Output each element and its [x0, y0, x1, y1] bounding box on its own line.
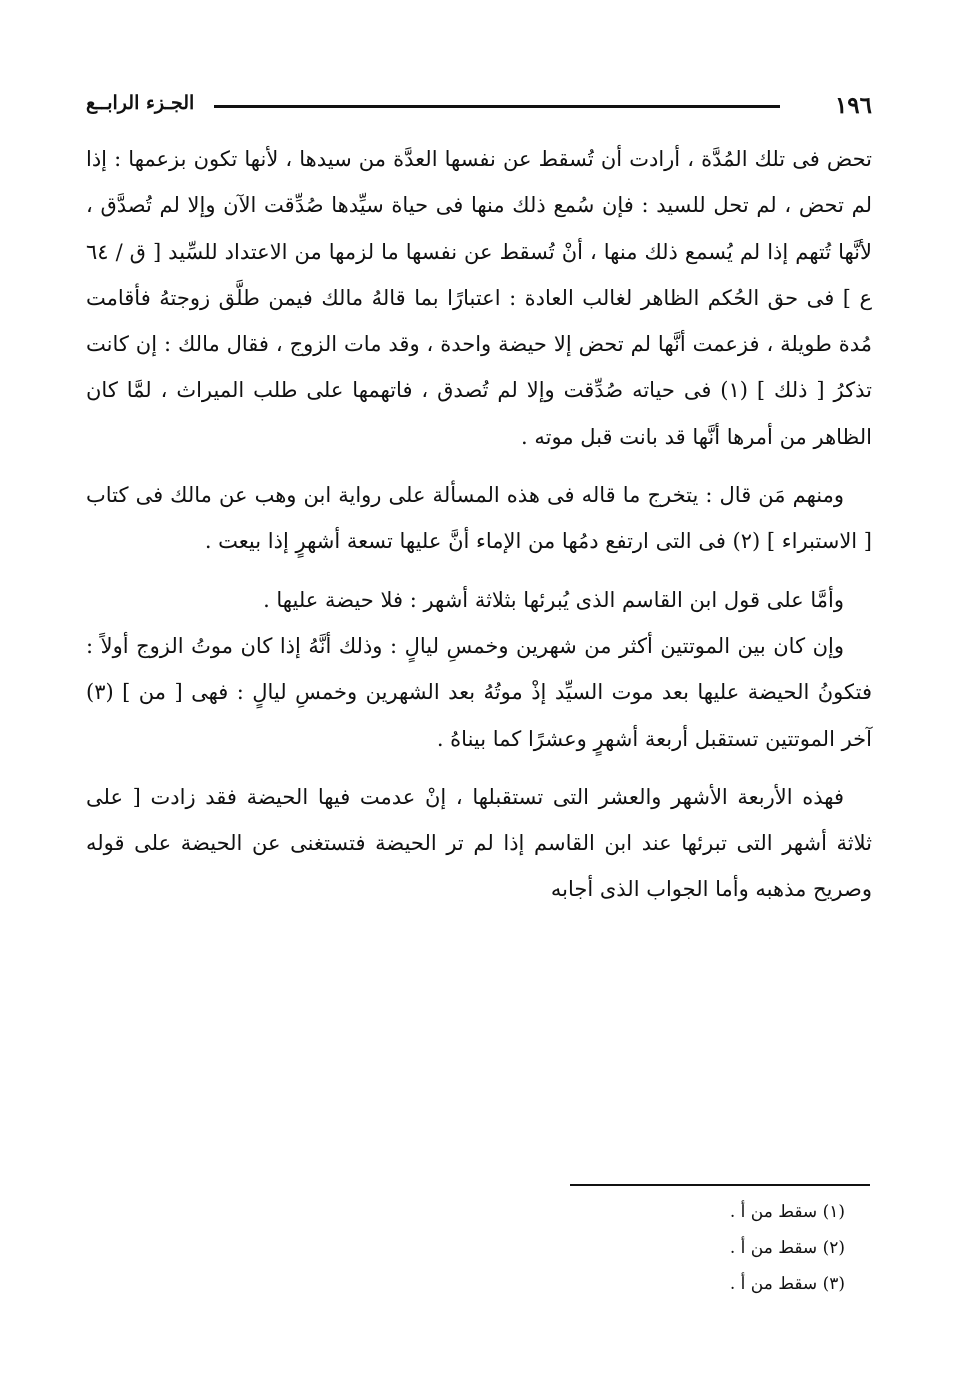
- running-title: الجـزء الرابــع: [86, 92, 195, 114]
- page-header: [86, 92, 872, 122]
- page-number: ١٩٦: [834, 92, 872, 119]
- footnote-1: (١) سقط من أ .: [729, 1202, 845, 1222]
- footnotes: [570, 1194, 845, 1302]
- footnote-rule: [570, 1184, 870, 1186]
- footnote-3: (٣) سقط من أ .: [729, 1274, 845, 1294]
- footnote-2: (٢) سقط من أ .: [729, 1238, 845, 1258]
- paragraph-3: وأمَّا على قول ابن القاسم الذى يُبرئها بثلاثة أشهر : فلا حيضة عليها .: [263, 587, 844, 612]
- main-text: [86, 136, 872, 913]
- paragraph-5: فهذه الأربعة الأشهر والعشر التى تستقبلها ، إنْ عدمت فيها الحيضة فقد زادت [ على ثلاثة أشهر التى تبرئها عند ابن القاسم إذا لم تر الحيضة فتستغنى عن الحيضة على قوله وصريح مذهبه وأما الجواب الذى أجابه: [86, 784, 872, 902]
- header-rule: [214, 105, 780, 108]
- paragraph-1: تحض فى تلك المُدَّة ، أرادت أن تُسقط عن نفسها العدَّة من سيدها ، لأنها تكون بزعمها : إذا لم تحض ، لم تحل للسيد : فإن سُمع ذلك منها فى حياة سيِّدها صُدِّقت الآن وإلا لم تُصدَّق ، لأنَّها تُتهم إذا لم يُسمع ذلك منها ، أنْ تُسقط عن نفسها ما لزمها من الاعتداد للسِّيد [ ق / ٦٤ ع ] فى حق الحُكم الظاهر لغالب العادة : اعتبارًا بما قالهُ مالك فيمن طلَّق زوجتهُ فأقامت مُدة طويلة ، فزعمت أنَّها لم تحض إلا حيضة واحدة ، وقد مات الزوج ، فقال مالك : إن كانت تذكرُ [ ذلك ] (١) فى حياته صُدِّقت وإلا لم تُصدق ، فاتهمها على طلب الميراث ، لمَّا كان الظاهر من أمرها أنَّها قد بانت قبل موته .: [86, 147, 872, 449]
- paragraph-4: وإن كان بين الموتتين أكثر من شهرين وخمسِ ليالٍ : وذلك أنَّهُ إذا كان موتُ الزوج أولاً : فتكونُ الحيضة عليها بعد موت السيِّد إذْ موتُهُ بعد الشهرين وخمسِ ليالٍ : فهى [ من ] (٣) آخر الموتتين تستقبل أربعة أشهرٍ وعشرًا كما بيناهُ .: [86, 633, 872, 751]
- paragraph-2: ومنهم مَن قال : يتخرج ما قاله فى هذه المسألة على رواية ابن وهب عن مالك فى كتاب [ الاستبراء ] (٢) فى التى ارتفع دمُها من الإماء أنَّ عليها تسعة أشهرٍ إذا بيعت .: [86, 483, 872, 554]
